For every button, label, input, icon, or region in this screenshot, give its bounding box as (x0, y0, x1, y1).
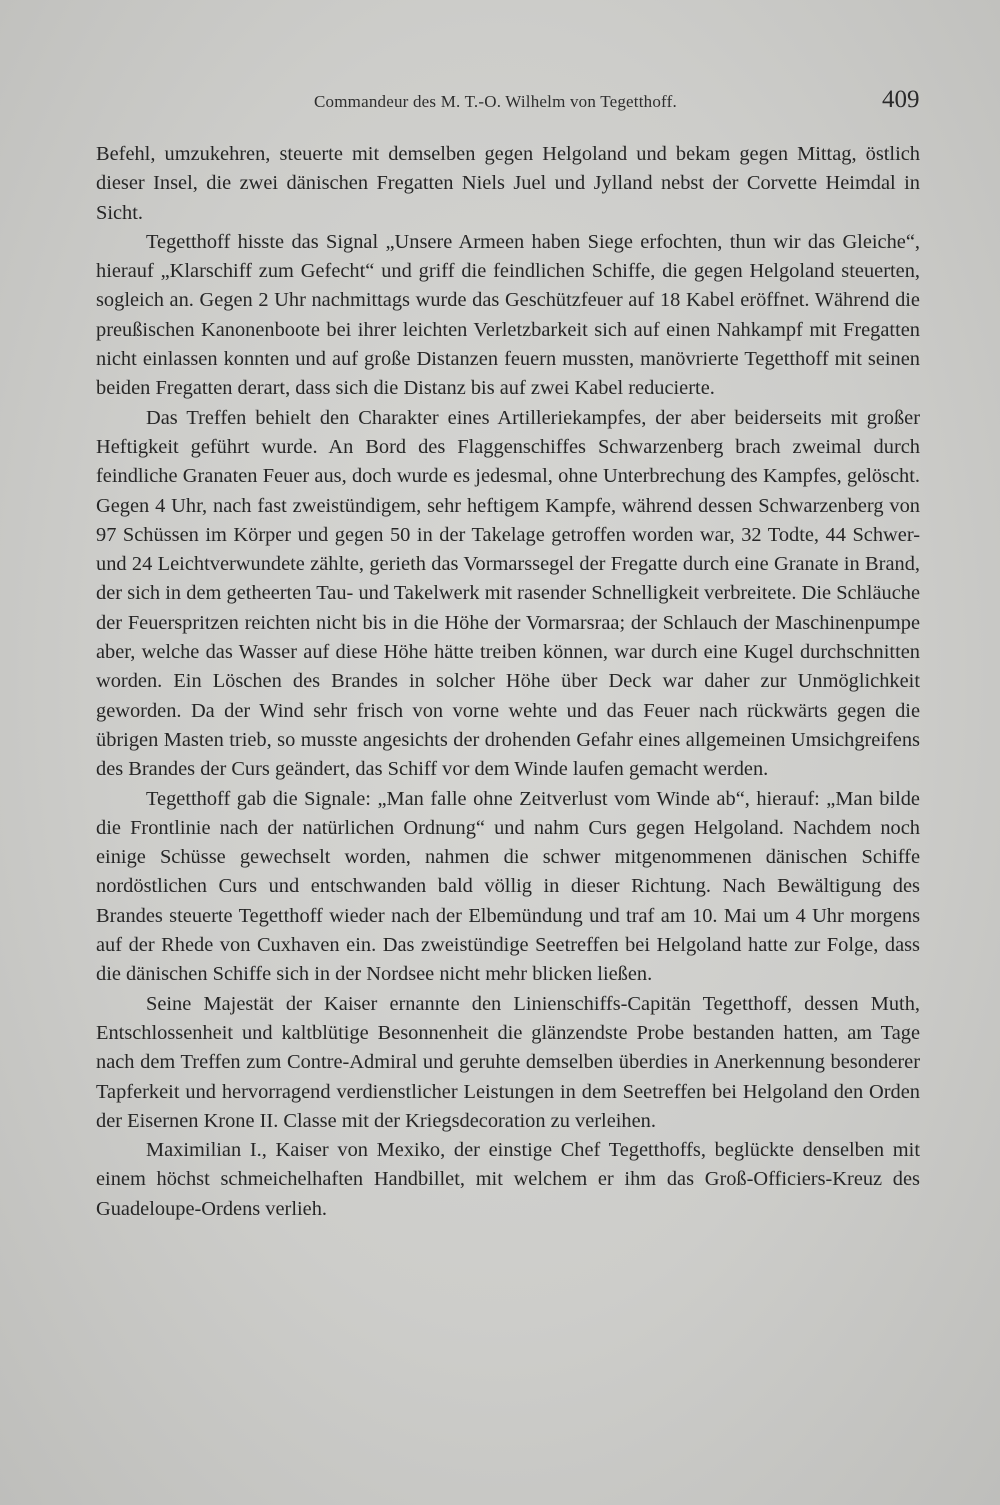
page-header (0, 86, 1000, 120)
paragraph: Tegetthoff gab die Signale: „Man falle ohne Zeitverlust vom Winde ab“, hierauf: „Man bilde die Frontlinie nach der natürlichen Ordnung“ und nahm Curs gegen Helgoland. Nachdem noch einige Schüsse gewechselt worden, nahmen die schwer mitgenommenen dänischen Schiffe nordöstlichen Curs und entschwanden bald völlig in dieser Richtung. Nach Bewältigung des Brandes steuerte Tegetthoff wieder nach der Elbemündung und traf am 10. Mai um 4 Uhr morgens auf der Rhede von Cuxhaven ein. Das zweistündige Seetreffen bei Helgoland hatte zur Folge, dass die dänischen Schiffe sich in der Nordsee nicht mehr blicken ließen. (96, 787, 920, 986)
page-number: 409 (882, 86, 920, 113)
paragraph: Maximilian I., Kaiser von Mexiko, der einstige Chef Tegetthoffs, beglückte denselben mit einem höchst schmeichelhaften Handbillet, mit welchem er ihm das Groß-Officiers-Kreuz des Guadeloupe-Ordens verlieh. (96, 1139, 920, 1220)
body-text (96, 140, 920, 1224)
paragraph: Befehl, umzukehren, steuerte mit demselben gegen Helgoland und bekam gegen Mittag, östlich dieser Insel, die zwei dänischen Fregatten Niels Juel und Jylland nebst der Corvette Heimdal in Sicht. (96, 143, 920, 224)
paragraph: Seine Majestät der Kaiser ernannte den Linienschiffs-Capitän Tegetthoff, dessen Muth, Entschlossenheit und kaltblütige Besonnenheit die glänzendste Probe bestanden hatten, am Tage nach dem Treffen zum Contre-Admiral und geruhte demselben überdies in Anerkennung besonderer Tapferkeit und hervorragend verdienstlicher Leistungen in dem Seetreffen bei Helgoland den Orden der Eisernen Krone II. Classe mit der Kriegsdecoration zu verleihen. (96, 992, 920, 1132)
paragraph: Tegetthoff hisste das Signal „Unsere Armeen haben Siege erfochten, thun wir das Gleiche“, hierauf „Klarschiff zum Gefecht“ und griff die feindlichen Schiffe, die gegen Helgoland steuerten, sogleich an. Gegen 2 Uhr nachmittags wurde das Geschützfeuer auf 18 Kabel eröffnet. Während die preußischen Kanonenboote bei ihrer leichten Verletzbarkeit sich auf einen Nahkampf mit Fregatten nicht einlassen konnten und auf große Distanzen feuern mussten, manövrierte Tegetthoff mit seinen beiden Fregatten derart, dass sich die Distanz bis auf zwei Kabel reducierte. (96, 230, 920, 400)
running-head: Commandeur des M. T.-O. Wilhelm von Tegetthoff. (314, 92, 677, 111)
paragraph: Das Treffen behielt den Charakter eines Artilleriekampfes, der aber beiderseits mit großer Heftigkeit geführt wurde. An Bord des Flaggenschiffes Schwarzenberg brach zweimal durch feindliche Granaten Feuer aus, doch wurde es jedesmal, ohne Unterbrechung des Kampfes, gelöscht. Gegen 4 Uhr, nach fast zweistündigem, sehr heftigem Kampfe, während dessen Schwarzenberg von 97 Schüssen im Körper und gegen 50 in der Takelage getroffen worden war, 32 Todte, 44 Schwer- und 24 Leichtverwundete zählte, gerieth das Vormarssegel der Fregatte durch eine Granate in Brand, der sich in dem getheerten Tau- und Takelwerk mit rasender Schnelligkeit verbreitete. Die Schläuche der Feuerspritzen reichten nicht bis in die Höhe der Vormarsraa; der Schlauch der Maschinenpumpe aber, welche das Wasser auf diese Höhe hätte treiben können, war durch eine Kugel durchschnitten worden. Ein Löschen des Brandes in solcher Höhe über Deck war daher zur Unmöglichkeit geworden. Da der Wind sehr frisch von vorne wehte und das Feuer nach rückwärts gegen die übrigen Masten trieb, so musste angesichts der drohenden Gefahr eines allgemeinen Umsichgreifens des Brandes der Curs geändert, das Schiff vor dem Winde laufen gemacht werden. (96, 406, 920, 781)
